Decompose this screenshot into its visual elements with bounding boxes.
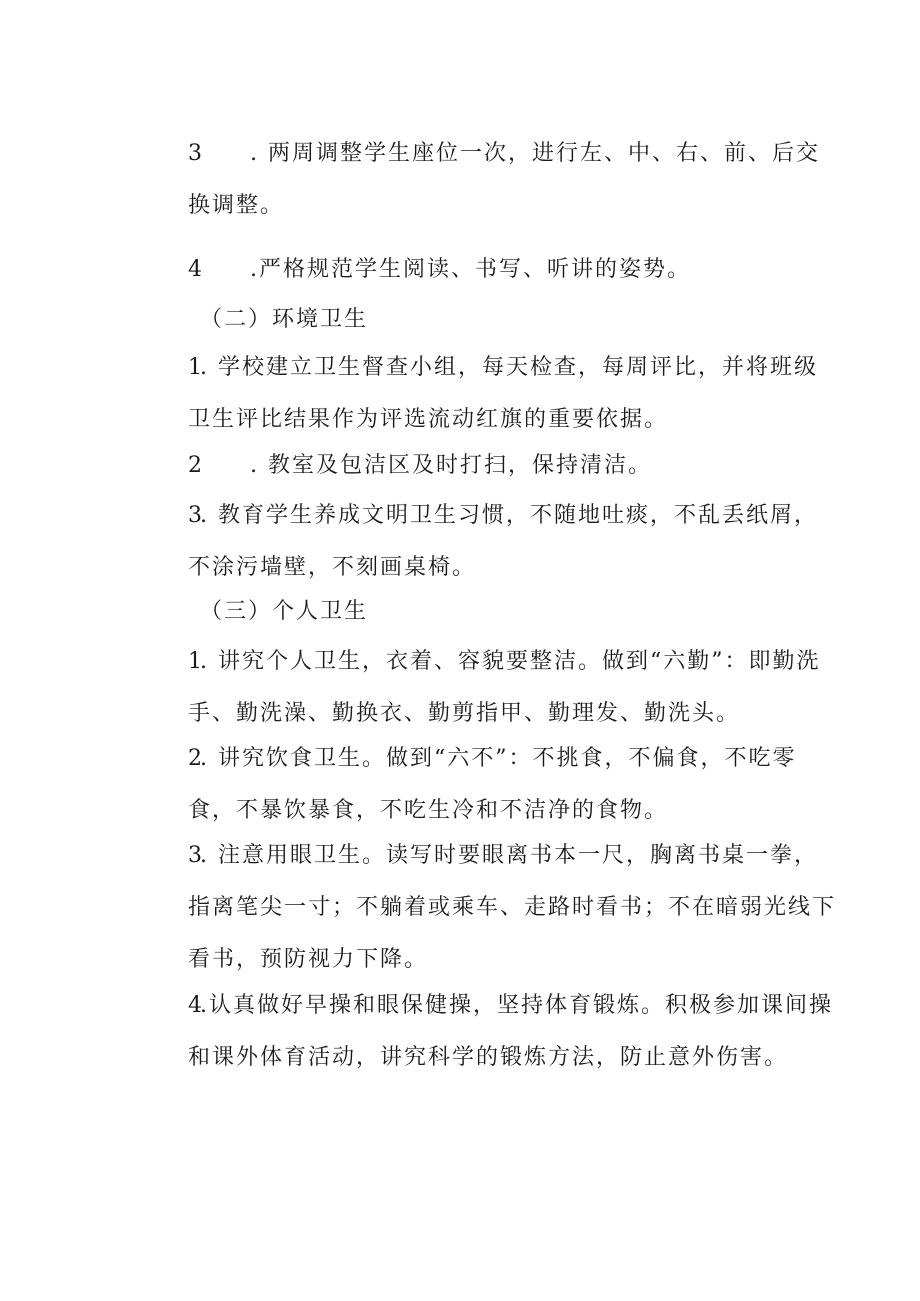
- item-number: 4: [188, 993, 202, 1018]
- paragraph-classroom-cleaning: [140, 440, 838, 492]
- paragraph-hygiene-habits: [140, 490, 838, 594]
- paragraph-text: .认真做好早操和眼保健操，坚持体育锻炼。积极参加课间操和课外体育活动，讲究科学的锻炼方法，防止意外伤害。: [188, 993, 833, 1070]
- section-heading-environment: （二）环境卫生: [200, 307, 369, 332]
- paragraph-text: . 讲究饮食卫生。做到“六不”：不挑食，不偏食，不吃零食，不暴饮暴食，不吃生冷和不洁净的食物。: [188, 746, 797, 823]
- paragraph-diet-hygiene: [140, 733, 838, 837]
- paragraph-text: . 教育学生养成文明卫生习惯，不随地吐痰，不乱丢纸屑，不涂污墙壁，不刻画桌椅。: [188, 503, 818, 580]
- paragraph-exercise: [140, 980, 838, 1084]
- paragraph-text: .严格规范学生阅读、书写、听讲的姿势。: [250, 257, 691, 282]
- item-number: 3: [188, 141, 202, 166]
- paragraph-personal-hygiene: [140, 636, 838, 740]
- paragraph-text: . 两周调整学生座位一次，进行左、中、右、前、后交换调整。: [188, 141, 820, 218]
- item-number: 1: [188, 355, 202, 380]
- section-heading-personal: （三）个人卫生: [200, 599, 369, 624]
- paragraph-seat-adjustment: [140, 128, 838, 232]
- item-number: 3: [188, 503, 202, 528]
- item-number: 4: [188, 257, 202, 282]
- paragraph-posture: [140, 244, 838, 296]
- paragraph-text: . 注意用眼卫生。读写时要眼离书本一尺，胸离书桌一拳，指离笔尖一寸；不躺着或乘车、走路时看书；不在暗弱光线下看书，预防视力下降。: [188, 843, 837, 972]
- item-number: 1: [188, 649, 202, 674]
- paragraph-text: . 学校建立卫生督查小组，每天检查，每周评比，并将班级卫生评比结果作为评选流动红旗的重要依据。: [188, 355, 818, 432]
- item-number: 2: [188, 746, 202, 771]
- paragraph-inspection-group: [140, 342, 838, 446]
- paragraph-eye-hygiene: [140, 830, 838, 986]
- paragraph-text: . 讲究个人卫生，衣着、容貌要整洁。做到“六勤”：即勤洗手、勤洗澡、勤换衣、勤剪指甲、勤理发、勤洗头。: [188, 649, 821, 726]
- item-number: 3: [188, 843, 202, 868]
- paragraph-text: . 教室及包洁区及时打扫，保持清洁。: [250, 453, 652, 478]
- item-number: 2: [188, 453, 202, 478]
